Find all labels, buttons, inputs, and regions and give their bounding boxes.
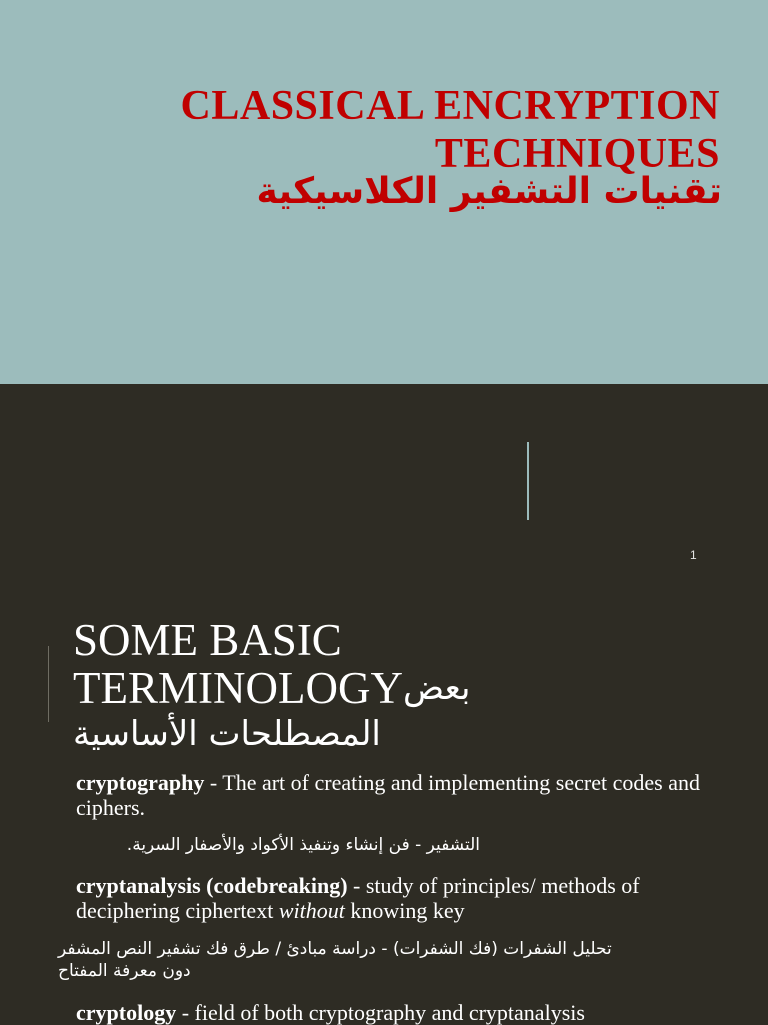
term-arabic-cryptography: التشفير - فن إنشاء وتنفيذ الأكواد والأصفار السرية.: [126, 835, 480, 855]
term-arabic-cryptanalysis: تحليل الشفرات (فك الشفرات) - دراسة مبادئ / طرق فك تشفير النص المشفر دون معرفة المفتاح: [58, 939, 612, 981]
slide-title-arabic: تقنيات التشفير الكلاسيكية: [256, 171, 722, 212]
term-definition: The art of creating and implementing secret codes and ciphers.: [76, 770, 700, 820]
slide-title-english: [80, 82, 720, 178]
term-cryptography: [76, 770, 716, 820]
title-line-2: TECHNIQUES: [434, 131, 720, 177]
term-definition-part-2: knowing key: [344, 898, 465, 923]
heading-accent-line: [48, 646, 49, 722]
term-name: cryptography: [76, 770, 205, 795]
slide-number: 1: [690, 548, 697, 562]
term-name: cryptanalysis (codebreaking): [76, 873, 348, 898]
heading-line-2-text: TERMINOLOGY: [73, 663, 403, 713]
term-name: cryptology: [76, 1000, 177, 1025]
heading-arabic-part-2: المصطلحات الأساسية: [73, 714, 381, 754]
slide-heading: [73, 616, 533, 756]
term-definition-italic: without: [278, 898, 345, 923]
term-cryptanalysis: [76, 873, 716, 923]
term-definition: field of both cryptography and cryptanalysis: [194, 1000, 585, 1025]
term-separator: -: [347, 873, 366, 898]
vertical-divider-line: [527, 442, 529, 520]
heading-line-1: SOME BASIC: [73, 615, 342, 665]
term-definition-part-1: study of principles/ methods of deciphering ciphertext: [76, 873, 640, 923]
term-separator: -: [176, 1000, 195, 1025]
term-cryptology: [76, 1000, 716, 1025]
term-separator: -: [204, 770, 223, 795]
title-slide: [0, 0, 768, 384]
heading-line-2: [73, 664, 533, 712]
heading-arabic-part-1: بعض: [402, 668, 471, 708]
title-line-1: CLASSICAL ENCRYPTION: [180, 83, 720, 129]
